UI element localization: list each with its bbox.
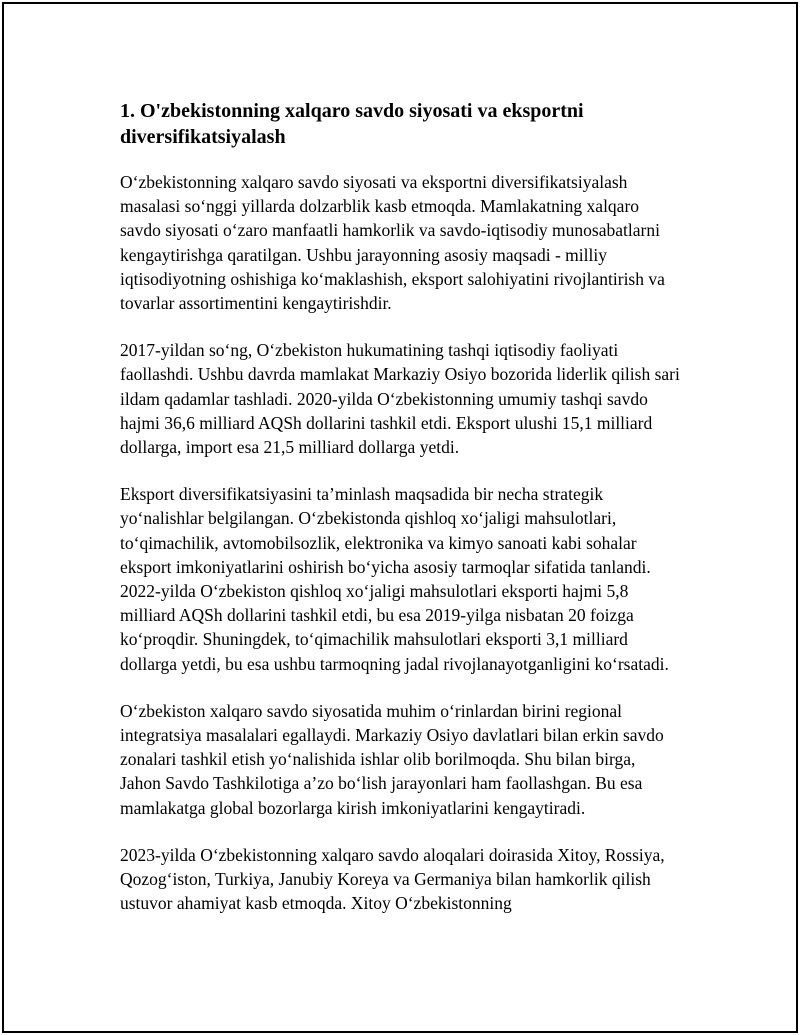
paragraph-intro: O‘zbekistonning xalqaro savdo siyosati va eksportni diversifikatsiyalash masalasi so‘nggi yillarda dolzarblik kasb etmoqda. Mamlakatning xalqaro savdo siyosati o‘zaro manfaatli hamkorlik va savdo-iqtisodiy munosabatlarni kengaytirishga qaratilgan. Ushbu jarayonning asosiy maqsadi - milliy iqtisodiyotning oshishiga ko‘maklashish, eksport salohiyatini rivojlantirish va tovarlar assortimentini kengaytirishdir.	[120, 172, 665, 314]
paragraph-2017-trade: 2017-yildan so‘ng, O‘zbekiston hukumatining tashqi iqtisodiy faoliyati faollashdi. Ushbu davrda mamlakat Markaziy Osiyo bozorida liderlik qilish sari ildam qadamlar tashladi. 2020-yilda O‘zbekistonning umumiy tashqi savdo hajmi 36,6 milliard AQSh dollarini tashkil etdi. Eksport ulushi 15,1 milliard dollarga, import esa 21,5 milliard dollarga yetdi.	[120, 340, 680, 458]
section-heading: 1. O'zbekistonning xalqaro savdo siyosati va eksportni diversifikatsiyalash	[120, 100, 584, 148]
paragraph-2023-partners: 2023-yilda O‘zbekistonning xalqaro savdo aloqalari doirasida Xitoy, Rossiya, Qozog‘iston, Turkiya, Janubiy Koreya va Germaniya bilan hamkorlik qilish ustuvor ahamiyat kasb etmoqda. Xitoy O‘zbekistonning	[120, 844, 665, 914]
paragraph-regional-integration: O‘zbekiston xalqaro savdo siyosatida muhim o‘rinlardan birini regional integratsiya masalalari egallaydi. Markaziy Osiyo davlatlari bilan erkin savdo zonalari tashkil etish yo‘nalishida ishlar olib borilmoqda. Shu bilan birga, Jahon Savdo Tashkilotiga a’zo bo‘lish jarayonlari ham faollashgan. Bu esa mamlakatga global bozorlarga kirish imkoniyatlarini kengaytiradi.	[120, 700, 664, 818]
paragraph-diversification: Eksport diversifikatsiyasini ta’minlash maqsadida bir necha strategik yo‘nalishlar belgilangan. O‘zbekistonda qishloq xo‘jaligi mahsulotlari, to‘qimachilik, avtomobilsozlik, elektronika va kimyo sanoati kabi sohalar eksport imkoniyatlarini oshirish bo‘yicha asosiy tarmoqlar sifatida tanlandi. 2022-yilda O‘zbekiston qishloq xo‘jaligi mahsulotlari eksporti hajmi 5,8 milliard AQSh dollarini tashkil etdi, bu esa 2019-yilga nisbatan 20 foizga ko‘proqdir. Shuningdek, to‘qimachilik mahsulotlari eksporti 3,1 milliard dollarga yetdi, bu esa ushbu tarmoqning jadal rivojlanayotganligini ko‘rsatadi.	[120, 484, 669, 674]
page-frame	[2, 2, 798, 1033]
document-body	[120, 98, 680, 938]
